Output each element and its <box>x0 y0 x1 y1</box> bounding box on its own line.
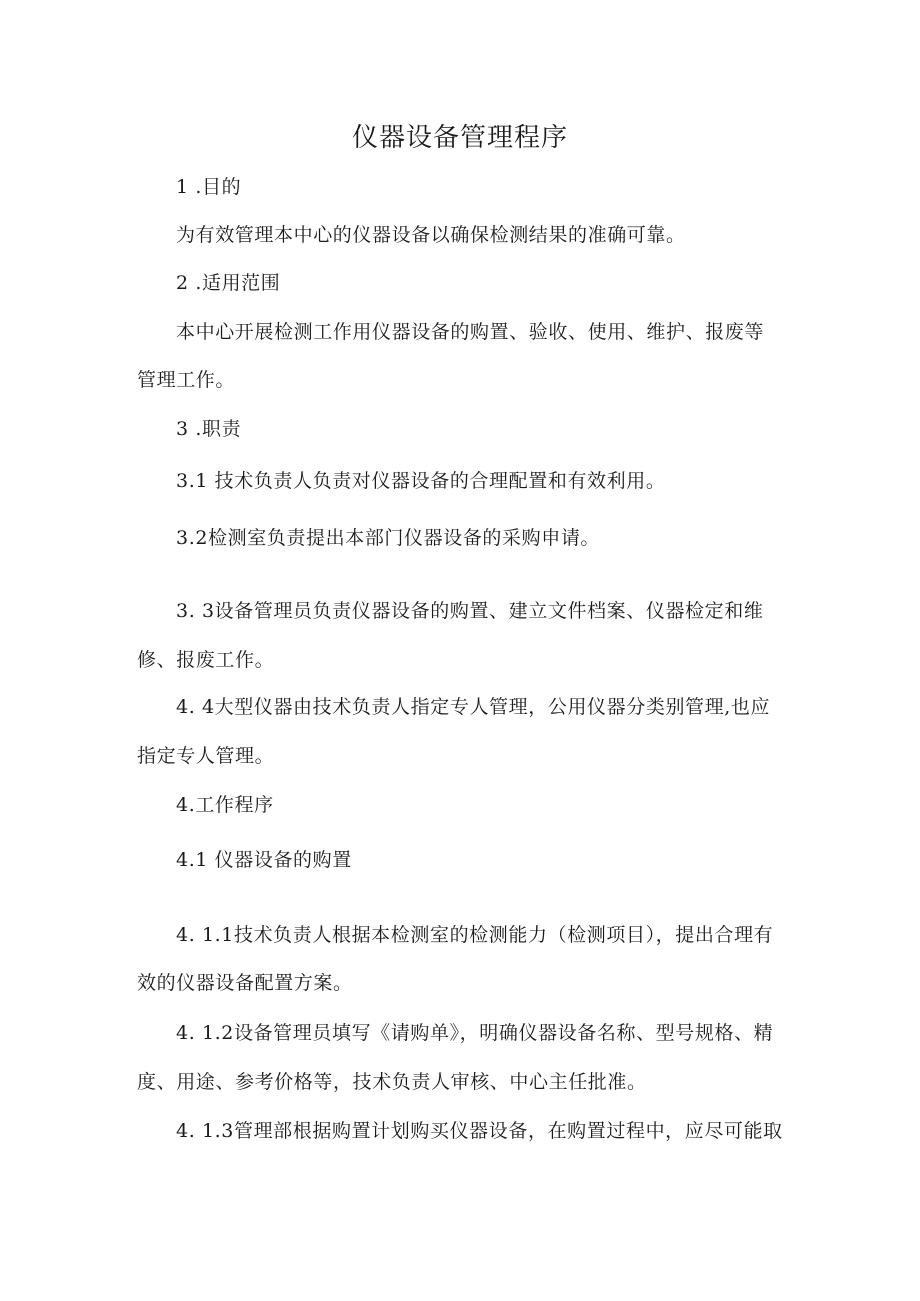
clause-3-3-line-2: 修、报废工作。 <box>137 649 275 671</box>
paragraph-purpose: 为有效管理本中心的仪器设备以确保检测结果的准确可靠。 <box>176 224 686 246</box>
paragraph-scope-line-1: 本中心开展检测工作用仪器设备的购置、验收、使用、维护、报废等 <box>176 321 765 343</box>
paragraph-scope-line-2: 管理工作。 <box>137 369 236 391</box>
clause-4-1-3-line-1: 4. 1.3管理部根据购置计划购买仪器设备，在购置过程中，应尽可能取 <box>176 1120 783 1142</box>
clause-4-1: 4.1 仪器设备的购置 <box>176 849 352 871</box>
section-heading-procedure: 4.工作程序 <box>176 794 274 816</box>
section-heading-purpose: 1 .目的 <box>176 176 242 198</box>
clause-3-2: 3.2检测室负责提出本部门仪器设备的采购申请。 <box>176 527 601 549</box>
clause-4-1-1-line-2: 效的仪器设备配置方案。 <box>137 972 353 994</box>
clause-3-4-line-1: 4. 4大型仪器由技术负责人指定专人管理，公用仪器分类别管理,也应 <box>176 696 771 718</box>
document-title: 仪器设备管理程序 <box>351 123 568 153</box>
clause-4-1-1-line-1: 4. 1.1技术负责人根据本检测室的检测能力（检测项目），提出合理有 <box>176 924 774 946</box>
clause-4-1-2-line-1: 4. 1.2设备管理员填写《请购单》，明确仪器设备名称、型号规格、精 <box>176 1022 774 1044</box>
clause-3-1: 3.1 技术负责人负责对仪器设备的合理配置和有效利用。 <box>176 470 666 492</box>
clause-3-4-line-2: 指定专人管理。 <box>137 745 275 767</box>
section-heading-scope: 2 .适用范围 <box>176 272 281 294</box>
section-heading-responsibilities: 3 .职责 <box>176 418 242 440</box>
clause-3-3-line-1: 3. 3设备管理员负责仪器设备的购置、建立文件档案、仪器检定和维 <box>176 600 764 622</box>
clause-4-1-2-line-2: 度、用途、参考价格等，技术负责人审核、中心主任批准。 <box>137 1071 647 1093</box>
